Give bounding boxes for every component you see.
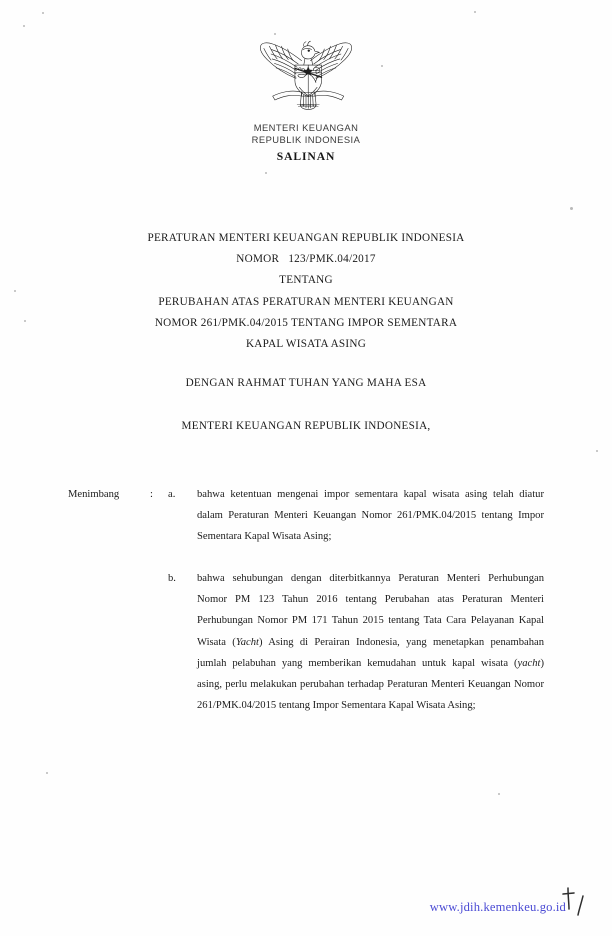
title-line-6: KAPAL WISATA ASING xyxy=(245,338,367,351)
scan-speck xyxy=(381,65,383,67)
ministry-line-1: MENTERI KEUANGAN xyxy=(253,122,359,133)
invocation-line: DENGAN RAHMAT TUHAN YANG MAHA ESA xyxy=(185,377,427,389)
item-b-part-2: ) Asing di Perairan Indonesia, yang menetapkan penambahan jumlah pelabuhan yang memberikan kemudahan untuk kapal wisata ( xyxy=(197,636,544,669)
item-b-part-1: bahwa sehubungan dengan diterbitkannya Peraturan Menteri Perhubungan Nomor PM 123 Tahun 2016 tentang Perubahan atas Peraturan Menteri Perhubungan Nomor PM 171 Tahun 2015 tentang Tata Cara Pelayanan Kapal Wisata ( xyxy=(197,573,544,648)
item-b-part-3: ) asing, perlu melakukan perubahan terhadap Peraturan Menteri Keuangan Nomor 261/PMK.04/2015 tentang Impor Sementara Kapal Wisata Asing; xyxy=(197,657,544,711)
item-text-b xyxy=(197,568,544,716)
considering-colon: : xyxy=(150,489,153,500)
item-b-italic-yacht-1: Yacht xyxy=(235,636,259,648)
item-text-a: bahwa ketentuan mengenai impor sementara kapal wisata asing telah diatur dalam Peraturan Menteri Keuangan Nomor 261/PMK.04/2015 tentang Impor Sementara Kapal Wisata Asing; xyxy=(197,489,544,543)
footer-url[interactable]: www.jdih.kemenkeu.go.id xyxy=(429,900,566,914)
garuda-pancasila-emblem xyxy=(250,34,362,120)
ministry-header xyxy=(0,122,612,145)
title-line-3-tentang: TENTANG xyxy=(279,274,333,287)
scan-speck xyxy=(498,793,500,795)
scan-speck xyxy=(570,207,573,210)
scan-speck xyxy=(265,172,267,174)
scan-speck xyxy=(42,12,44,14)
scan-speck xyxy=(474,11,476,13)
ministry-line-2: REPUBLIK INDONESIA xyxy=(251,133,361,145)
considering-section xyxy=(68,484,544,716)
scan-speck xyxy=(596,450,598,452)
copy-stamp: SALINAN xyxy=(276,150,336,163)
emblem-motto: BHINNEKA xyxy=(299,103,317,108)
emblem-container xyxy=(0,34,612,120)
title-line-1: PERATURAN MENTERI KEUANGAN REPUBLIK INDONESIA xyxy=(147,232,465,244)
considering-item-a xyxy=(68,484,544,547)
scan-speck xyxy=(14,290,16,292)
scan-speck xyxy=(24,320,26,322)
considering-item-b xyxy=(68,568,544,716)
title-line-2-number: NOMOR 123/PMK.04/2017 xyxy=(236,253,376,266)
item-marker-b: b. xyxy=(168,573,176,585)
item-marker-a: a. xyxy=(168,489,176,500)
scan-speck xyxy=(23,25,25,27)
scan-speck xyxy=(46,772,48,774)
handwritten-pen-marks xyxy=(556,882,590,926)
item-b-italic-yacht-2: yacht xyxy=(517,657,541,669)
scan-speck xyxy=(274,33,276,35)
title-line-4: PERUBAHAN ATAS PERATURAN MENTERI KEUANGAN xyxy=(158,295,454,308)
addressee-line: MENTERI KEUANGAN REPUBLIK INDONESIA, xyxy=(181,420,431,432)
title-line-5: NOMOR 261/PMK.04/2015 TENTANG IMPOR SEMENTARA xyxy=(154,316,458,329)
regulation-title-block xyxy=(40,228,572,355)
considering-label: Menimbang xyxy=(68,489,120,500)
